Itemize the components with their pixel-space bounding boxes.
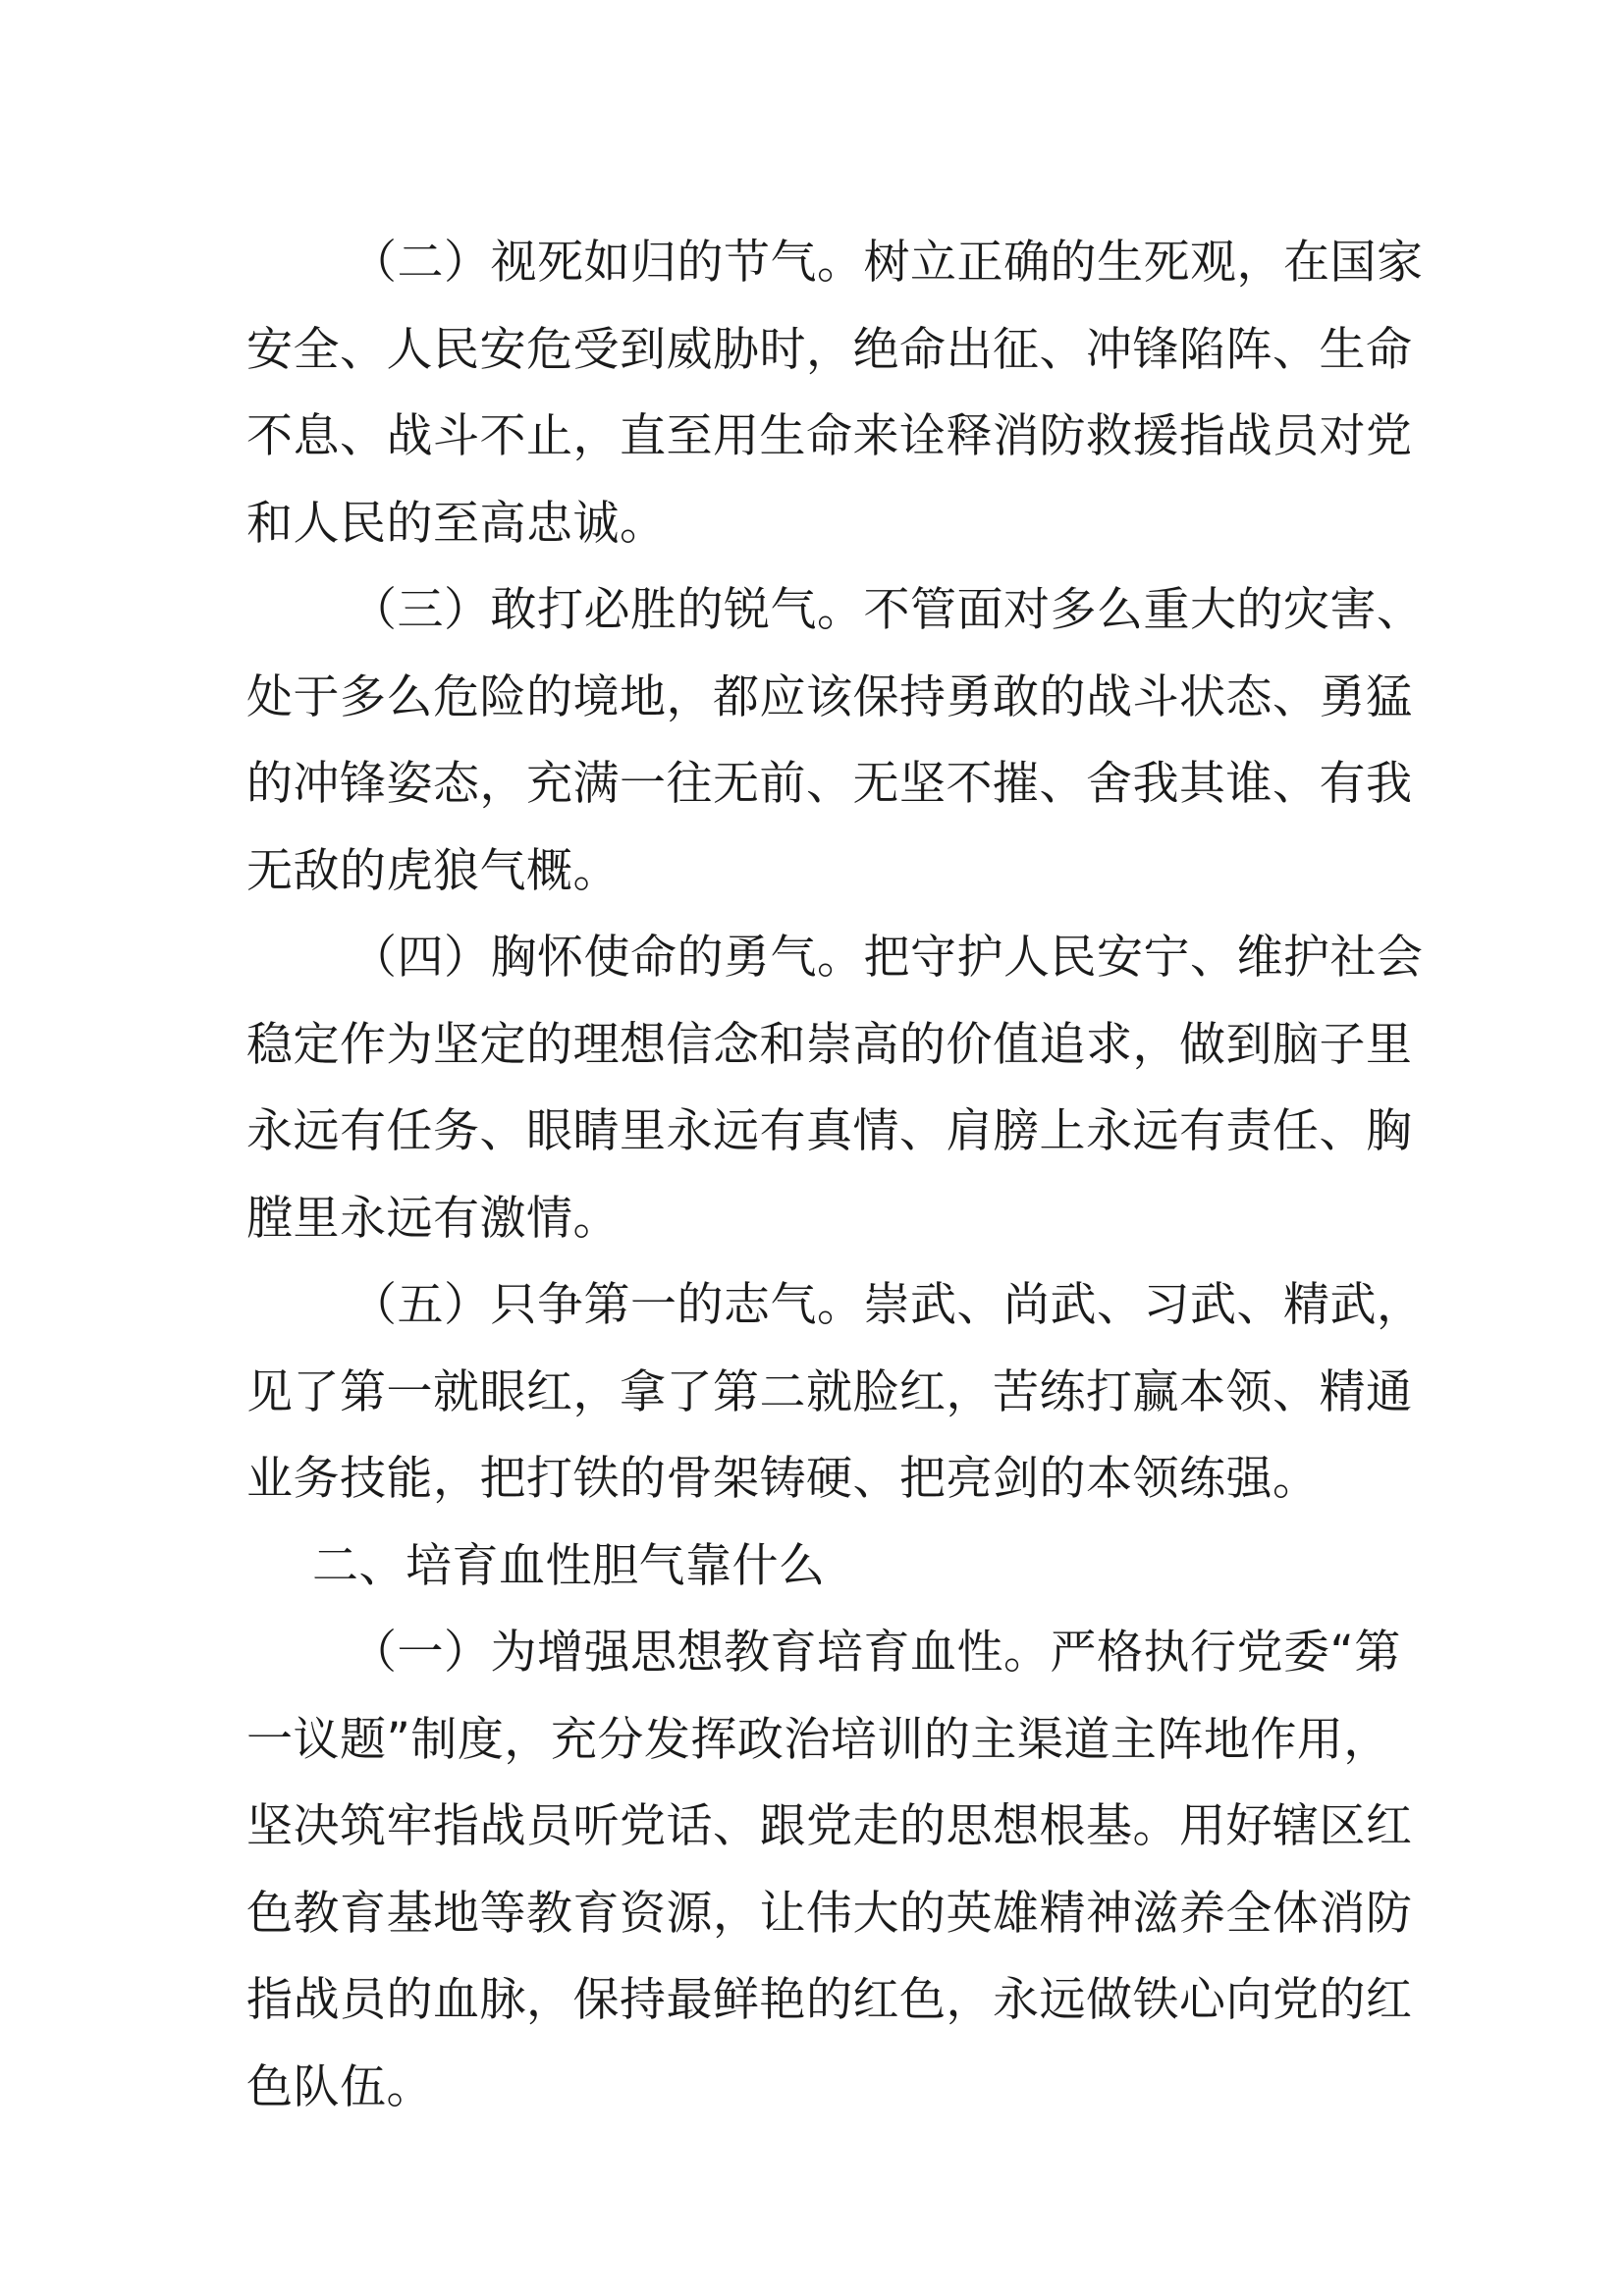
paragraph-line: 稳定作为坚定的理想信念和崇高的价值追求，做到脑子里 xyxy=(246,1017,1413,1072)
paragraph-line: （一）为增强思想教育培育血性。严格执行党委“第 xyxy=(351,1626,1401,1680)
paragraph-line: 不息、战斗不止，直至用生命来诠释消防救援指战员对党 xyxy=(246,409,1413,463)
paragraph-line: 坚决筑牢指战员听党话、跟党走的思想根基。用好辖区红 xyxy=(246,1799,1413,1853)
document-body xyxy=(246,220,1424,2131)
paragraph-line: 指战员的血脉，保持最鲜艳的红色，永远做铁心向党的红 xyxy=(246,1973,1413,2027)
paragraph-line: （三）敢打必胜的锐气。不管面对多么重大的灾害、 xyxy=(351,583,1424,637)
paragraph-line: 无敌的虎狼气概。 xyxy=(246,843,620,898)
paragraph-line: 见了第一就眼红，拿了第二就脸红，苦练打赢本领、精通 xyxy=(246,1364,1413,1419)
paragraph-line: 膛里永远有激情。 xyxy=(246,1191,620,1246)
paragraph-line: 业务技能，把打铁的骨架铸硬、把亮剑的本领练强。 xyxy=(246,1452,1320,1506)
paragraph-line: 色教育基地等教育资源，让伟大的英雄精神滋养全体消防 xyxy=(246,1886,1413,1941)
paragraph-line: （五）只争第一的志气。崇武、尚武、习武、精武， xyxy=(351,1278,1424,1332)
paragraph-line: 永远有任务、眼睛里永远有真情、肩膀上永远有责任、胸 xyxy=(246,1104,1413,1158)
paragraph-line: 色队伍。 xyxy=(246,2059,433,2114)
section-heading: 二、培育血性胆气靠什么 xyxy=(312,1538,826,1593)
paragraph-line: （四）胸怀使命的勇气。把守护人民安宁、维护社会 xyxy=(351,931,1424,985)
paragraph-line: 和人民的至高忠诚。 xyxy=(246,496,667,551)
paragraph-line: 处于多么危险的境地，都应该保持勇敢的战斗状态、勇猛 xyxy=(246,669,1413,724)
paragraph-line: 一议题”制度，充分发挥政治培训的主渠道主阵地作用， xyxy=(246,1712,1390,1767)
paragraph-line: 的冲锋姿态，充满一往无前、无坚不摧、舍我其谁、有我 xyxy=(246,757,1413,811)
paragraph-line: （二）视死如归的节气。树立正确的生死观，在国家 xyxy=(351,236,1424,290)
paragraph-line: 安全、人民安危受到威胁时，绝命出征、冲锋陷阵、生命 xyxy=(246,322,1413,377)
